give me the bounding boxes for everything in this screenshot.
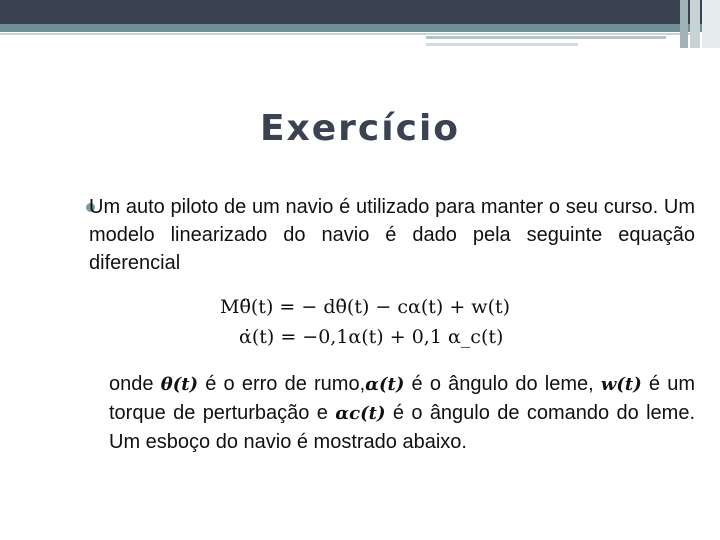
header-accent-line [426,36,666,39]
equation-ship-dynamics: Mθ̈(t) = − dθ̇(t) − cα(t) + w(t) [220,296,511,318]
symbol-w: w(t) [600,374,642,395]
header-accent-line-short [426,43,578,46]
header-rule [0,33,690,35]
problem-statement: Um auto piloto de um navio é utilizado para manter o seu curso. Um modelo linearizado do navio é dado pela seguinte equação diferencial [89,196,695,274]
corner-decoration [690,0,700,48]
equation-rudder-dynamics: α̇(t) = −0,1α(t) + 0,1 α_c(t) [239,326,504,348]
slide-title: Exercício [259,108,461,149]
symbol-alpha: α(t) [365,374,405,395]
variable-definitions: onde θ(t) é o erro de rumo,α(t) é o ângulo do leme, w(t) é um torque de perturbação e αc(t) é o ângulo de comando do leme. Um esboço do navio é mostrado abaixo. [109,373,696,453]
symbol-alpha-c: αc(t) [335,403,386,424]
header-accent-bar [0,24,720,32]
header-bar [0,0,720,24]
symbol-theta: θ(t) [160,374,199,395]
corner-decoration [680,0,688,48]
corner-decoration [702,0,720,48]
